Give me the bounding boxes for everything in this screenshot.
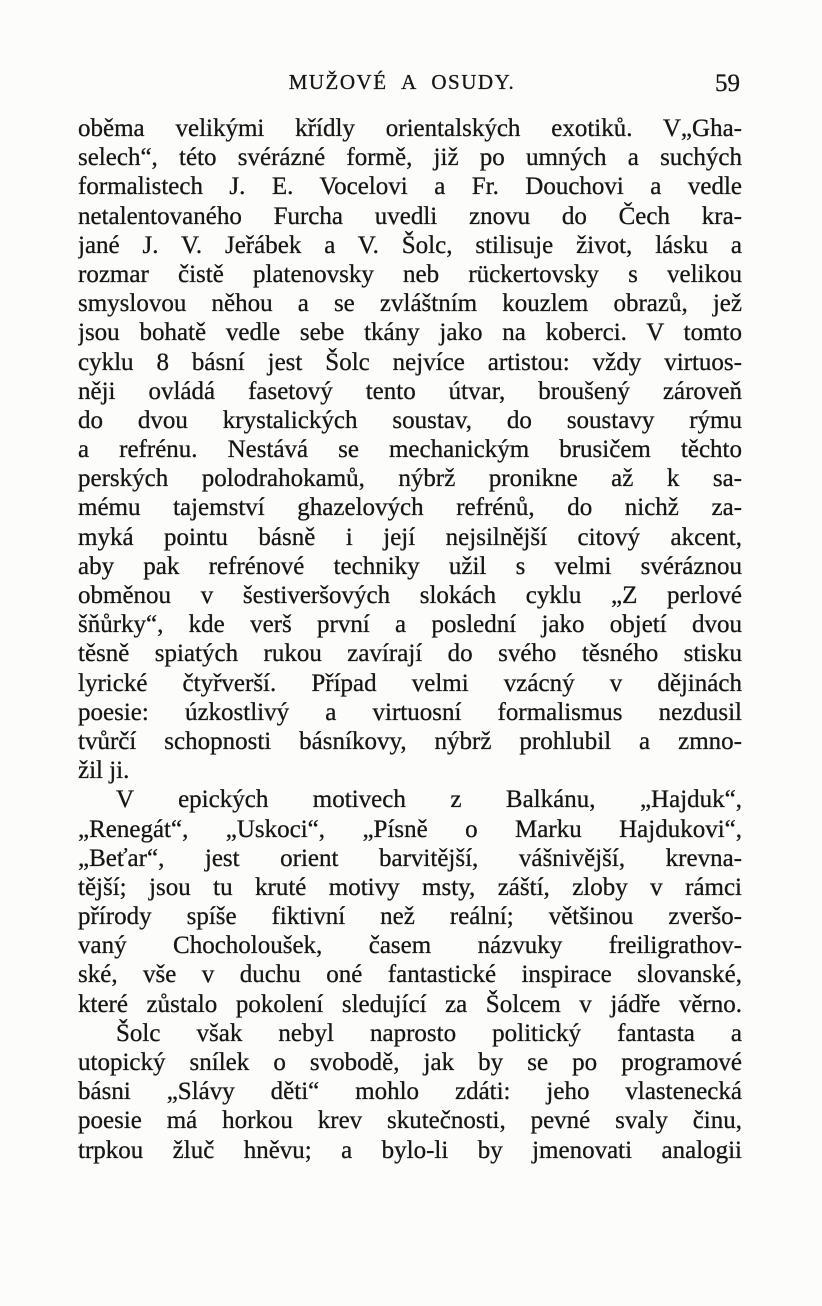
text-line: přírody spíše fiktivní než reální; většinou zveršo- <box>78 903 742 931</box>
text-line: které zůstalo pokolení sledující za Šolcem v jádře věrno. <box>78 990 742 1018</box>
text-line: perských polodrahokamů, nýbrž pronikne až k sa- <box>78 465 742 493</box>
text-line: poesie: úzkostlivý a virtuosní formalismus nezdusil <box>78 698 742 726</box>
text-line: Šolc však nebyl naprosto politický fantasta a <box>116 1019 742 1047</box>
page-header <box>78 70 742 98</box>
text-line: trpkou žluč hněvu; a bylo-li by jmenovati analogii <box>78 1136 742 1164</box>
text-line: oběma velikými křídly orientalských exotiků. V„Gha- <box>78 115 742 142</box>
text-line: „Renegát“, „Uskoci“, „Písně o Marku Hajdukovi“, <box>78 815 742 843</box>
body-text <box>78 114 742 1165</box>
text-line: vaný Chocholoušek, časem názvuky freiligrathov- <box>78 932 742 960</box>
text-line: poesie má horkou krev skutečnosti, pevné svaly činu, <box>78 1107 742 1135</box>
text-line: žil ji. <box>78 757 130 785</box>
text-line: básni „Slávy děti“ mohlo zdáti: jeho vlastenecká <box>78 1078 742 1106</box>
text-line: ské, vše v duchu oné fantastické inspirace slovanské, <box>78 961 742 989</box>
text-line: cyklu 8 básní jest Šolc nejvíce artistou: vždy virtuos- <box>78 348 742 376</box>
text-line: do dvou krystalických soustav, do soustavy rýmu <box>78 406 742 434</box>
running-title: MUŽOVÉ A OSUDY. <box>288 70 516 94</box>
text-line: šňůrky“, kde verš první a poslední jako objetí dvou <box>78 611 742 639</box>
text-line: aby pak refrénové techniky užil s velmi svéráznou <box>78 552 742 580</box>
text-line: V epických motivech z Balkánu, „Hajduk“, <box>116 786 742 814</box>
text-line: tvůrčí schopnosti básníkovy, nýbrž prohlubil a zmno- <box>78 727 742 755</box>
text-line: myká pointu básně i její nejsilnější citový akcent, <box>78 523 742 551</box>
text-line: smyslovou něhou a se zvláštním kouzlem obrazů, jež <box>78 290 742 318</box>
text-line: utopický snílek o svobodě, jak by se po programové <box>78 1049 742 1076</box>
text-line: něji ovládá fasetový tento útvar, broušený zároveň <box>78 377 742 405</box>
text-line: rozmar čistě platenovsky neb rückertovsky s velikou <box>78 260 742 288</box>
text-line: lyrické čtyřverší. Případ velmi vzácný v dějinách <box>78 669 742 697</box>
text-line: a refrénu. Nestává se mechanickým brusičem těchto <box>78 436 742 464</box>
text-line: obměnou v šestiveršových slokách cyklu „Z perlové <box>78 582 742 609</box>
text-line: těsně spiatých rukou zavírají do svého těsného stisku <box>78 640 742 668</box>
text-line: „Beťar“, jest orient barvitější, vášnivější, krevna- <box>78 844 742 872</box>
text-line: selech“, této svérázné formě, již po umných a suchých <box>78 144 742 172</box>
text-line: formalistech J. E. Vocelovi a Fr. Douchovi a vedle <box>78 173 742 201</box>
text-line: netalentovaného Furcha uvedli znovu do Čech kra- <box>78 202 742 230</box>
text-line: mému tajemství ghazelových refrénů, do nichž za- <box>78 494 742 522</box>
text-line: tější; jsou tu kruté motivy msty, záští, zloby v rámci <box>78 873 742 901</box>
text-line: jané J. V. Jeřábek a V. Šolc, stilisuje život, lásku a <box>78 231 742 259</box>
page-number: 59 <box>715 70 740 97</box>
text-line: jsou bohatě vedle sebe tkány jako na koberci. V tomto <box>78 319 742 347</box>
